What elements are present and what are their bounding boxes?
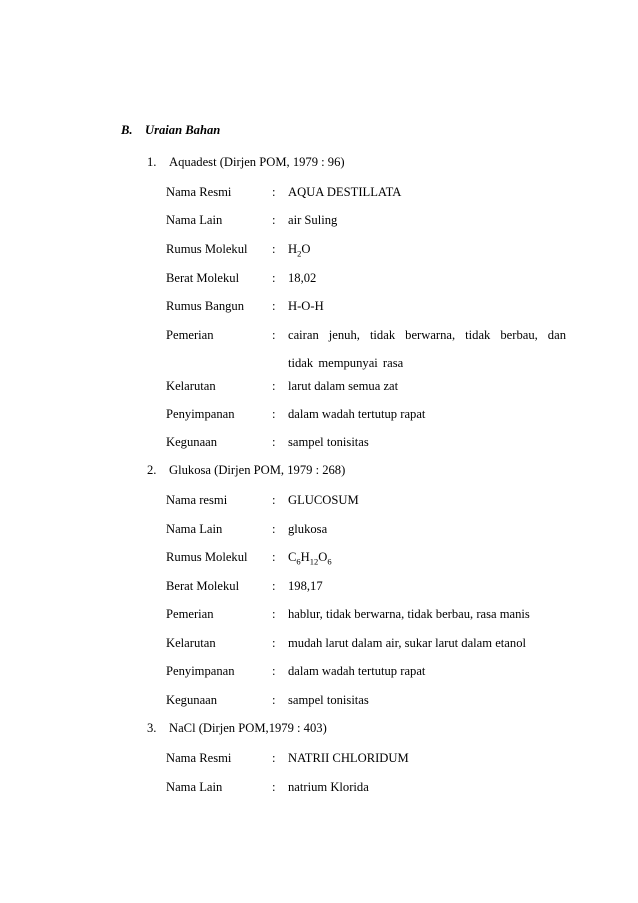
property-value: sampel tonisitas bbox=[288, 693, 369, 707]
colon-separator: : bbox=[272, 407, 276, 421]
property-label: Rumus Molekul bbox=[166, 242, 248, 256]
property-label: Kegunaan bbox=[166, 693, 218, 707]
colon-separator: : bbox=[272, 493, 276, 507]
item-heading bbox=[147, 155, 345, 170]
colon-separator: : bbox=[272, 299, 276, 313]
formula-symbol: C bbox=[288, 550, 297, 564]
property-formula bbox=[288, 242, 566, 257]
property-value: air Suling bbox=[288, 213, 338, 227]
property-value: 198,17 bbox=[288, 579, 323, 593]
formula-symbol: H bbox=[300, 550, 310, 564]
property-label: Penyimpanan bbox=[166, 664, 235, 678]
property-value: AQUA DESTILLATA bbox=[288, 185, 402, 199]
colon-separator: : bbox=[272, 780, 276, 794]
property-label: Nama Resmi bbox=[166, 185, 232, 199]
property-value: dalam wadah tertutup rapat bbox=[288, 407, 426, 421]
formula-subscript: 6 bbox=[296, 556, 301, 567]
item-number: 2. bbox=[147, 463, 157, 477]
formula-symbol: O bbox=[318, 550, 328, 564]
colon-separator: : bbox=[272, 751, 276, 765]
item-heading-text: Aquadest (Dirjen POM, 1979 : 96) bbox=[169, 155, 345, 169]
property-label: Nama Resmi bbox=[166, 751, 232, 765]
property-value: sampel tonisitas bbox=[288, 435, 369, 449]
property-value: GLUCOSUM bbox=[288, 493, 359, 507]
formula-subscript: 2 bbox=[297, 248, 302, 259]
formula-symbol: O bbox=[301, 242, 311, 256]
property-label: Rumus Molekul bbox=[166, 550, 248, 564]
property-label: Pemerian bbox=[166, 328, 214, 342]
formula-subscript: 6 bbox=[327, 556, 332, 567]
colon-separator: : bbox=[272, 242, 276, 256]
property-label: Berat Molekul bbox=[166, 271, 240, 285]
property-value: cairan jenuh, tidak berwarna, tidak berbau, dan tidak mempunyai rasa bbox=[288, 328, 566, 370]
property-label: Pemerian bbox=[166, 607, 214, 621]
item-number: 1. bbox=[147, 155, 157, 169]
property-label: Nama resmi bbox=[166, 493, 228, 507]
colon-separator: : bbox=[272, 664, 276, 678]
colon-separator: : bbox=[272, 271, 276, 285]
colon-separator: : bbox=[272, 435, 276, 449]
property-label: Kelarutan bbox=[166, 379, 216, 393]
colon-separator: : bbox=[272, 550, 276, 564]
colon-separator: : bbox=[272, 693, 276, 707]
colon-separator: : bbox=[272, 522, 276, 536]
colon-separator: : bbox=[272, 607, 276, 621]
property-value: hablur, tidak berwarna, tidak berbau, rasa manis bbox=[288, 607, 530, 621]
formula-subscript: 12 bbox=[309, 556, 319, 567]
section-title-text: Uraian Bahan bbox=[145, 123, 221, 137]
item-heading bbox=[147, 721, 327, 736]
property-formula bbox=[288, 550, 566, 565]
property-value: 18,02 bbox=[288, 271, 317, 285]
property-value: H-O-H bbox=[288, 299, 324, 313]
colon-separator: : bbox=[272, 579, 276, 593]
property-label: Penyimpanan bbox=[166, 407, 235, 421]
property-label: Kegunaan bbox=[166, 435, 218, 449]
formula-symbol: H bbox=[288, 242, 298, 256]
property-label: Nama Lain bbox=[166, 522, 223, 536]
property-value: natrium Klorida bbox=[288, 780, 369, 794]
item-heading-text: NaCl (Dirjen POM,1979 : 403) bbox=[169, 721, 327, 735]
colon-separator: : bbox=[272, 185, 276, 199]
property-value: NATRII CHLORIDUM bbox=[288, 751, 409, 765]
item-heading bbox=[147, 463, 345, 478]
property-label: Nama Lain bbox=[166, 213, 223, 227]
property-value: larut dalam semua zat bbox=[288, 379, 399, 393]
colon-separator: : bbox=[272, 213, 276, 227]
property-value: glukosa bbox=[288, 522, 328, 536]
item-heading-text: Glukosa (Dirjen POM, 1979 : 268) bbox=[169, 463, 346, 477]
property-label: Nama Lain bbox=[166, 780, 223, 794]
property-label: Rumus Bangun bbox=[166, 299, 245, 313]
property-label: Berat Molekul bbox=[166, 579, 240, 593]
section-letter: B. bbox=[121, 123, 133, 137]
item-number: 3. bbox=[147, 721, 157, 735]
colon-separator: : bbox=[272, 636, 276, 650]
property-value: mudah larut dalam air, sukar larut dalam etanol bbox=[288, 636, 526, 650]
section-title bbox=[121, 123, 220, 138]
property-value: dalam wadah tertutup rapat bbox=[288, 664, 426, 678]
colon-separator: : bbox=[272, 379, 276, 393]
colon-separator: : bbox=[272, 328, 276, 342]
property-label: Kelarutan bbox=[166, 636, 216, 650]
